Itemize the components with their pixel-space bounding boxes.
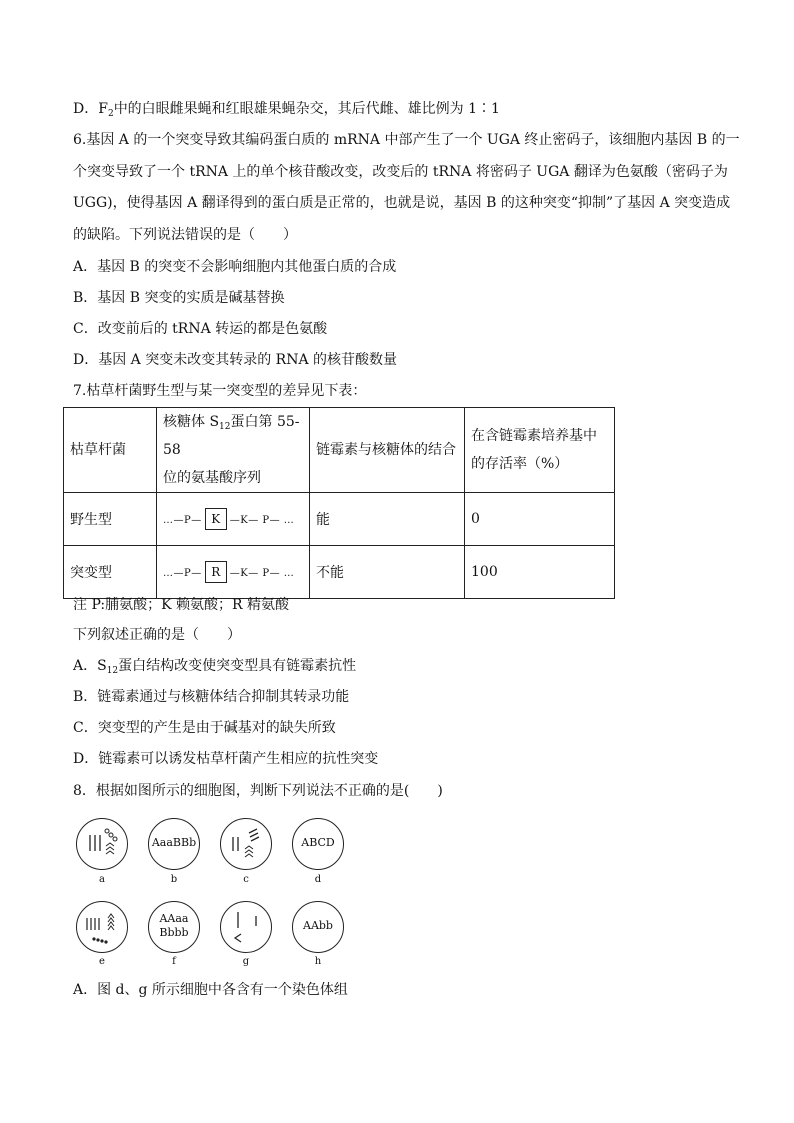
q7-option-d: D．链霉素可以诱发枯草杆菌产生相应的抗性突变 (73, 751, 379, 767)
cell-label-a: a (99, 874, 105, 885)
cell-label-h: h (314, 956, 322, 967)
row-type: 野生型 (64, 493, 157, 546)
cell-label-f: f (172, 956, 176, 967)
cell-label-g: g (242, 956, 250, 967)
q6-stem-line-2: 个突变导致了一个 tRNA 上的单个核苷酸改变，改变后的 tRNA 将密码子 UGA 翻译为色氨酸（密码子为 (73, 164, 728, 180)
table-row (64, 546, 615, 599)
cell-diagram-e (76, 901, 128, 953)
row-type: 突变型 (64, 546, 157, 599)
q7-table (63, 407, 615, 599)
q7-option-b: B．链霉素通过与核糖体结合抑制其转录功能 (73, 689, 350, 705)
q7-option-c: C．突变型的产生是由于碱基对的缺失所致 (73, 720, 336, 736)
cell-label-d: d (314, 874, 322, 885)
cell-diagram-g (220, 901, 272, 953)
q7-question: 下列叙述正确的是（ ） (73, 627, 241, 643)
cell-diagram-d: ABCD (292, 818, 344, 870)
q6-option-a: A．基因 B 的突变不会影响细胞内其他蛋白质的合成 (73, 259, 397, 275)
q5-option-d: D．$F_2$中的白眼雌果蝇和红眼雄果蝇杂交，其后代雌、雄比例为 1∶1 (73, 101, 500, 119)
row-rate: 0 (465, 493, 615, 546)
chromosome-drawing (77, 902, 127, 952)
q6-stem-line-4: 的缺陷。下列说法错误的是（ ） (73, 227, 297, 243)
cell-diagram-a (76, 818, 128, 870)
q7-stem: 7.枯草杆菌野生型与某一突变型的差异见下表： (73, 383, 367, 399)
chromosome-drawing (221, 902, 271, 952)
row-binding: 能 (310, 493, 465, 546)
cell-label-c: c (243, 874, 249, 885)
cell-diagram-c (220, 818, 272, 870)
q8-stem: 8．根据如图所示的细胞图，判断下列说法不正确的是( ) (73, 783, 443, 799)
chromosome-drawing (77, 819, 127, 869)
q8-option-a: A．图 d、g 所示细胞中各含有一个染色体组 (73, 982, 348, 998)
q6-stem-line-1: 6.基因 A 的一个突变导致其编码蛋白质的 mRNA 中部产生了一个 UGA 终止密码子，该细胞内基因 B 的一 (73, 132, 740, 148)
row-binding: 不能 (310, 546, 465, 599)
cell-diagram-f: AAaa Bbbb (148, 901, 200, 953)
row-sequence: …—P— R —K— P— … (157, 546, 310, 599)
boxed-amino-acid: K (205, 508, 227, 530)
cell-diagram-b: AaaBBb (148, 818, 200, 870)
q6-option-d: D．基因 A 突变未改变其转录的 RNA 的核苷酸数量 (73, 352, 398, 368)
boxed-amino-acid: R (205, 561, 227, 583)
header-binding: 链霉素与核糖体的结合 (310, 408, 465, 493)
cell-label-b: b (170, 874, 178, 885)
cell-label-e: e (99, 956, 105, 967)
q6-stem-line-3: UGG)，使得基因 A 翻译得到的蛋白质是正常的，也就是说，基因 B 的这种突变“抑制”了基因 A 突变造成 (73, 195, 731, 211)
row-rate: 100 (465, 546, 615, 599)
table-row (64, 493, 615, 546)
cell-diagram-h: AAbb (292, 901, 344, 953)
chromosome-drawing (221, 819, 271, 869)
header-bacteria: 枯草杆菌 (64, 408, 157, 493)
header-survival: 在含链霉素培养基中 的存活率（%） (465, 408, 615, 493)
header-sequence: 核糖体 $S_{12}$蛋白第 55-58 位的氨基酸序列 (157, 408, 310, 493)
q6-option-b: B．基因 B 突变的实质是碱基替换 (73, 290, 285, 306)
row-sequence: …—P— K —K— P— … (157, 493, 310, 546)
q7-note: 注 P:脯氨酸；K 赖氨酸；R 精氨酸 (73, 597, 289, 613)
table-header-row (64, 408, 615, 493)
q6-option-c: C．改变前后的 tRNA 转运的都是色氨酸 (73, 321, 328, 337)
q7-option-a: A．$S_{12}$蛋白结构改变使突变型具有链霉素抗性 (73, 658, 357, 676)
